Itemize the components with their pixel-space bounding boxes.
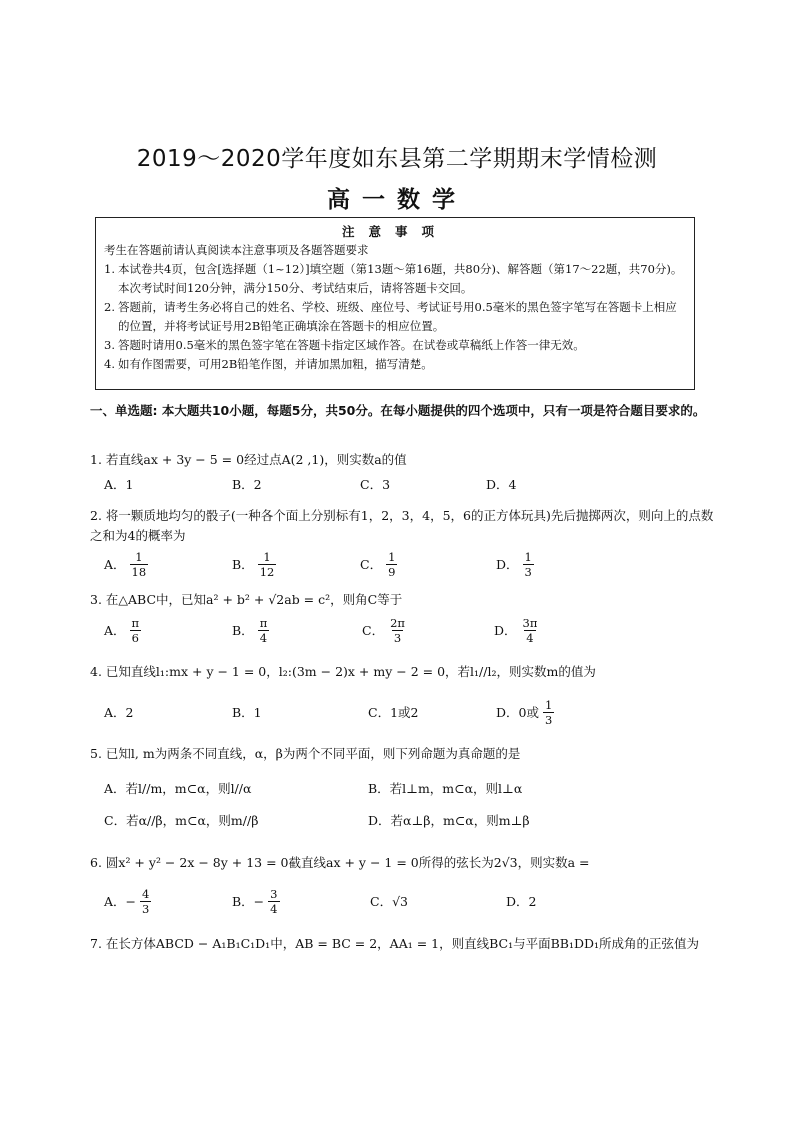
option-d-label: D． — [494, 623, 517, 638]
fraction — [388, 616, 407, 645]
denominator: 6 — [131, 630, 139, 645]
question-7-stem: 7. 在长方体ABCD − A₁B₁C₁D₁中，AB = BC = 2，AA₁ = 1，则直线BC₁与平面BB₁DD₁所成角的正弦值为 — [90, 936, 700, 951]
question-5-options-row-2 — [104, 804, 724, 836]
option-b-label: B．− — [232, 894, 265, 909]
exam-title: 2019～2020学年度如东县第二学期期末学情检测 — [136, 146, 658, 172]
notice-item-number: 3. — [104, 338, 115, 352]
option-a: A．若l//m，m⊂α，则l//α — [104, 781, 252, 796]
question-5-stem: 5. 已知l, m为两条不同直线，α，β为两个不同平面，则下列命题为真命题的是 — [90, 746, 521, 761]
option-c: C．√3 — [370, 894, 408, 909]
question-2-options — [104, 548, 724, 580]
fraction — [543, 698, 554, 727]
notice-item — [104, 298, 686, 336]
option-d-label: D．0或 — [496, 705, 539, 720]
fraction — [130, 550, 149, 579]
option-d: D．若α⊥β，m⊂α，则m⊥β — [368, 813, 530, 828]
question-6-options — [104, 885, 724, 917]
option-a — [104, 614, 141, 646]
denominator: 3 — [393, 630, 402, 645]
denominator: 18 — [131, 564, 147, 579]
numerator: 1 — [263, 549, 271, 564]
option-c: C．3 — [360, 477, 391, 492]
notice-heading: 注意事项 — [341, 224, 448, 239]
option-d — [496, 548, 534, 580]
option-d: D．4 — [486, 477, 517, 492]
numerator: 1 — [544, 697, 553, 712]
option-b — [232, 614, 269, 646]
denominator: 12 — [259, 564, 275, 579]
notice-item — [104, 336, 686, 355]
notice-item-text: 本试卷共4页，包含[选择题（1~12）]填空题（第13题～第16题，共80分)、解答题（第17～22题，共70分)。本次考试时间120分钟，满分150分、考试结束后，请将答题卡交回。 — [118, 262, 683, 295]
fraction — [140, 887, 151, 916]
option-b — [232, 885, 280, 917]
fraction — [130, 616, 142, 645]
option-a-label: A． — [104, 623, 126, 638]
fraction — [521, 616, 540, 645]
option-d-label: D． — [496, 557, 519, 572]
option-c — [360, 548, 397, 580]
notice-box — [95, 217, 695, 390]
question-1-options — [104, 468, 724, 500]
option-a-label: A． — [104, 557, 126, 572]
notice-item-text: 如有作图需要，可用2B铅笔作图，并请加黑加粗，描写清楚。 — [118, 357, 433, 371]
option-b: B．2 — [232, 477, 262, 492]
numerator: 1 — [135, 549, 143, 564]
question-4-options — [104, 696, 724, 728]
option-b — [232, 548, 276, 580]
option-c: C．若α//β，m⊂α，则m//β — [104, 813, 259, 828]
denominator: 9 — [388, 564, 396, 579]
question-2-stem: 2. 将一颗质地均匀的骰子(一种各个面上分别标有1，2，3，4，5，6的正方体玩具)先后抛掷两次，则向上的点数之和为4的概率为 — [90, 508, 714, 543]
fraction — [523, 550, 534, 579]
denominator: 4 — [259, 630, 268, 645]
notice-item — [104, 260, 686, 298]
numerator: 4 — [142, 886, 150, 901]
option-b: B．1 — [232, 705, 262, 720]
exam-subject: 高一数学 — [327, 187, 467, 213]
numerator: 2π — [390, 615, 405, 630]
notice-item-number: 2. — [104, 300, 115, 314]
denominator: 3 — [524, 564, 532, 579]
section-heading: 一、单选题: 本大题共10小题，每题5分，共50分。在每小题提供的四个选项中，只有一项是符合题目要求的。 — [90, 403, 706, 418]
option-a: A．1 — [104, 477, 134, 492]
option-c: C．1或2 — [368, 705, 419, 720]
option-c-label: C． — [362, 623, 385, 638]
notice-item — [104, 355, 686, 374]
denominator: 4 — [526, 630, 534, 645]
fraction — [258, 550, 277, 579]
notice-intro: 考生在答题前请认真阅读本注意事项及各题答题要求 — [104, 243, 369, 257]
numerator: 3 — [270, 886, 278, 901]
fraction — [386, 550, 397, 579]
option-a — [104, 548, 148, 580]
option-b-label: B． — [232, 557, 254, 572]
option-b: B．若l⊥m，m⊂α，则l⊥α — [368, 781, 523, 796]
option-c-label: C． — [360, 557, 383, 572]
question-5-options-row-1 — [104, 772, 724, 804]
option-d: D．2 — [506, 894, 537, 909]
denominator: 3 — [544, 712, 553, 727]
numerator: 1 — [388, 549, 396, 564]
fraction — [258, 616, 270, 645]
notice-item-text: 答题时请用0.5毫米的黑色签字笔在答题卡指定区域作答。在试卷或草稿纸上作答一律无效。 — [118, 338, 585, 352]
numerator: π — [131, 615, 140, 630]
option-d — [494, 614, 539, 646]
option-c — [362, 614, 407, 646]
option-d — [496, 696, 554, 728]
numerator: π — [259, 615, 268, 630]
numerator: 1 — [524, 549, 532, 564]
option-a — [104, 885, 151, 917]
option-a-label: A．− — [104, 894, 137, 909]
notice-item-number: 1. — [104, 262, 115, 276]
notice-item-text: 答题前，请考生务必将自己的姓名、学校、班级、座位号、考试证号用0.5毫米的黑色签字笔写在答题卡上相应的位置，并将考试证号用2B铅笔正确填涂在答题卡的相应位置。 — [118, 300, 677, 333]
question-6-stem: 6. 圆x² + y² − 2x − 8y + 13 = 0截直线ax + y − 1 = 0所得的弦长为2√3，则实数a = — [90, 855, 590, 870]
question-1-stem: 1. 若直线ax + 3y − 5 = 0经过点A(2 ,1)，则实数a的值 — [90, 452, 407, 467]
numerator: 3π — [522, 615, 538, 630]
question-3-stem: 3. 在△ABC中，已知a² + b² + √2ab = c²，则角C等于 — [90, 592, 403, 607]
question-4-stem: 4. 已知直线l₁:mx + y − 1 = 0，l₂:(3m − 2)x + my − 2 = 0，若l₁//l₂，则实数m的值为 — [90, 664, 596, 679]
fraction — [268, 887, 279, 916]
notice-item-number: 4. — [104, 357, 115, 371]
denominator: 3 — [142, 901, 150, 916]
denominator: 4 — [270, 901, 278, 916]
option-b-label: B． — [232, 623, 254, 638]
option-a: A．2 — [104, 705, 134, 720]
question-3-options — [104, 614, 724, 646]
